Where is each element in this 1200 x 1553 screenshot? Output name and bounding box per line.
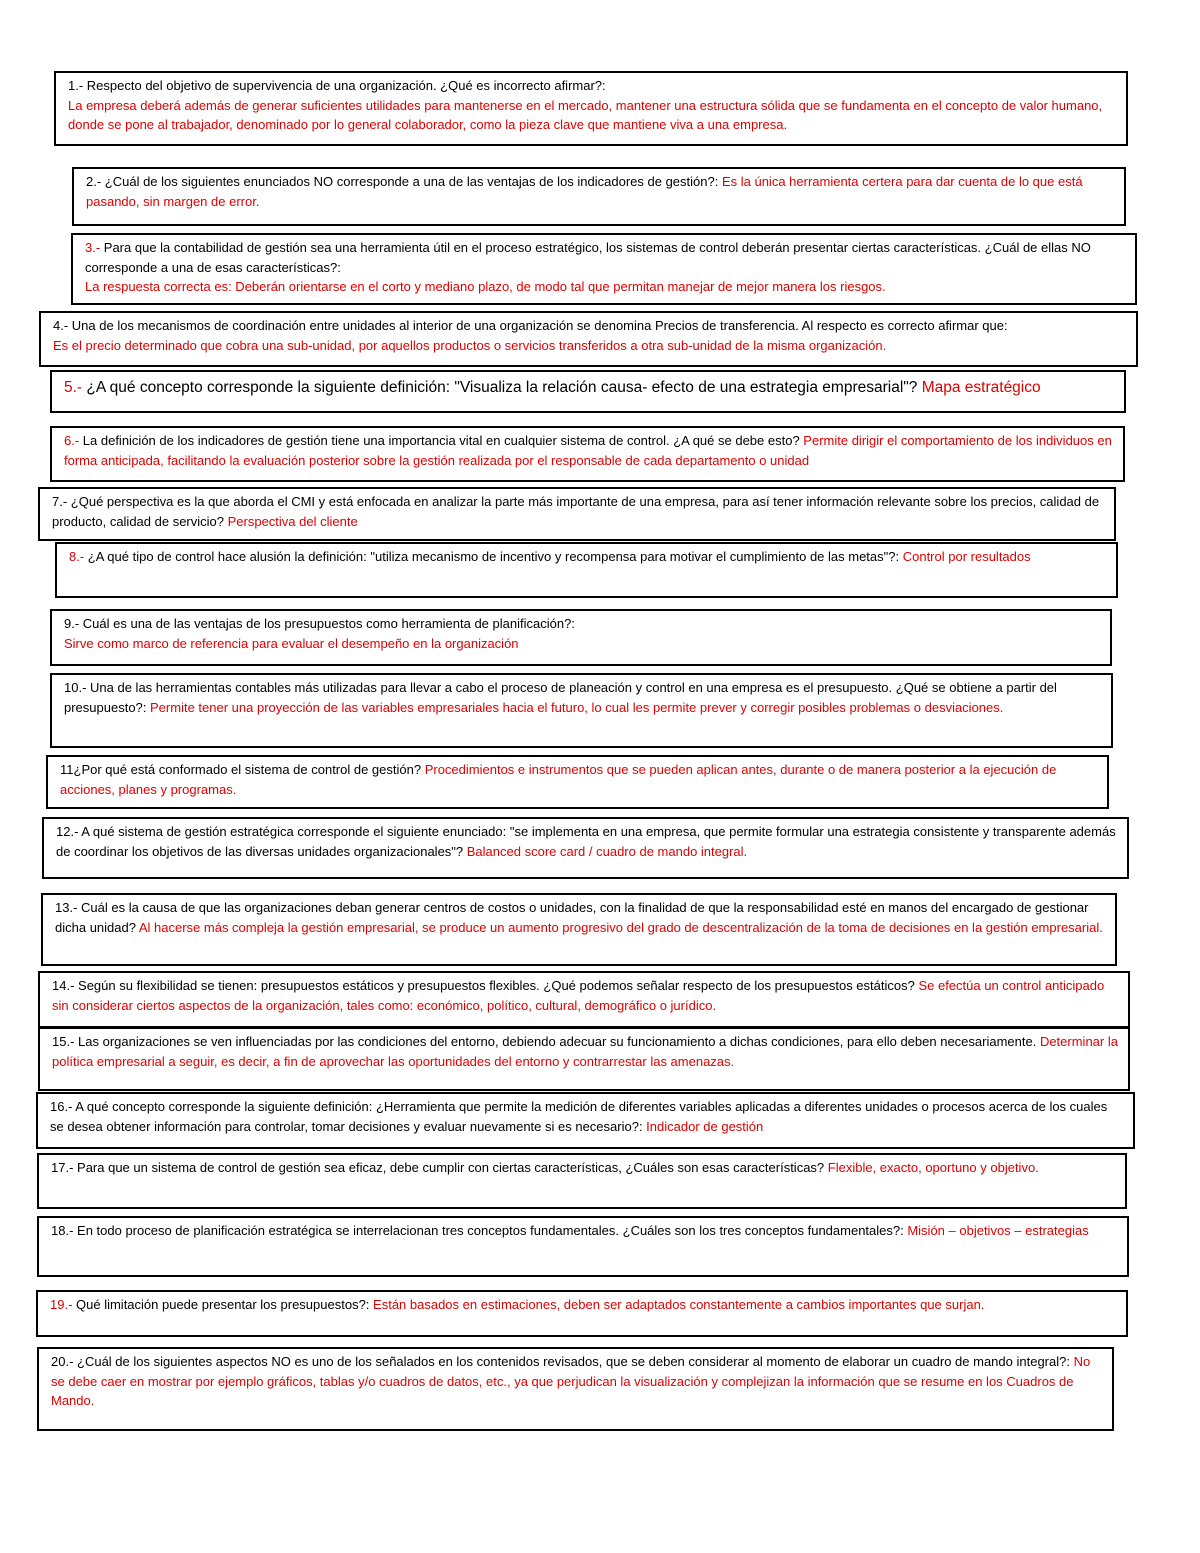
question-15 [38,1027,1130,1091]
question-number: 13.- [55,900,78,915]
question-number: 19.- [50,1297,73,1312]
question-14 [38,971,1130,1028]
question-18 [37,1216,1129,1277]
answer-text: Determinar la política empresarial a seguir, es decir, a fin de aprovechar las oportunidades del entorno y contrarrestar las amenazas. [52,1034,1118,1069]
question-10 [50,673,1113,748]
question-3 [71,233,1137,305]
question-text: Una de los mecanismos de coordinación entre unidades al interior de una organización se denomina Precios de transferencia. Al respecto es correcto afirmar que: [68,318,1008,333]
answer-text: Flexible, exacto, oportuno y objetivo. [827,1160,1039,1175]
question-text: ¿Por qué está conformado el sistema de control de gestión? [73,762,425,777]
question-text: ¿Qué perspectiva es la que aborda el CMI y está enfocada en analizar la parte más importante de una empresa, para así tener información relevante sobre los precios, calidad de producto, calidad de servicio? [52,494,1100,529]
question-16 [36,1092,1135,1149]
question-text: Para que la contabilidad de gestión sea una herramienta útil en el proceso estratégico, los sistemas de control deberán presentar ciertas características. ¿Cuál de ellas NO corresponde a una de esas características?: [85,240,1091,275]
answer-text: Indicador de gestión [646,1118,764,1134]
question-number: 14.- [52,978,75,993]
question-6 [50,426,1125,482]
question-text: Qué limitación puede presentar los presupuestos?: [72,1297,374,1312]
answer-text: Es la única herramienta certera para dar cuenta de lo que está pasando, sin margen de error. [86,174,1083,209]
answer-text: Están basados en estimaciones, deben ser adaptados constantemente a cambios importantes que surjan. [373,1297,985,1312]
question-number: 10.- [64,680,87,695]
question-8 [55,542,1118,598]
answer-text: Al hacerse más compleja la gestión empresarial, se produce un aumento progresivo del grado de descentralización de la toma de decisiones en la gestión empresarial. [138,919,1103,935]
question-2 [72,167,1126,226]
answer-text: No se debe caer en mostrar por ejemplo gráficos, tablas y/o cuadros de datos, etc., ya que perjudican la visualización y complejizan la información que se resume en los Cuadros de Mando. [51,1354,1091,1408]
answer-text: La empresa deberá además de generar suficientes utilidades para mantenerse en el mercado, mantener una estructura sólida que se fundamenta en el concepto de valor humano, donde se pone al trabajador, denominado por lo general colaborador, como la pieza clave que mantiene viva a una empresa. [68,97,1103,132]
answer-text: Balanced score card / cuadro de mando integral. [466,843,748,859]
question-19 [36,1290,1128,1337]
question-text: La definición de los indicadores de gestión tiene una importancia vital en cualquier sistema de control. ¿A qué se debe esto? [79,433,804,448]
question-number: 15.- [52,1034,75,1049]
question-number: 20.- [51,1354,74,1369]
question-text: ¿A qué concepto corresponde la siguiente definición: "Visualiza la relación causa- efecto de una estrategia empresarial"? [82,379,922,396]
answer-text: Misión – objetivos – estrategias [907,1223,1089,1238]
question-11 [46,755,1109,809]
question-20 [37,1347,1114,1431]
question-text: ¿Cuál de los siguientes enunciados NO corresponde a una de las ventajas de los indicadores de gestión?: [101,174,722,189]
question-17 [37,1153,1127,1209]
question-text: Para que un sistema de control de gestión sea eficaz, debe cumplir con ciertas características, ¿Cuáles son esas características? [73,1160,828,1175]
question-text: ¿A qué tipo de control hace alusión la definición: "utiliza mecanismo de incentivo y recompensa para motivar el cumplimiento de las metas"?: [84,549,903,564]
question-number: 2.- [86,174,102,189]
question-text: Una de las herramientas contables más utilizadas para llevar a cabo el proceso de planeación y control en una empresa es el presupuesto. ¿Qué se obtiene a partir del presupuesto?: [64,680,1057,715]
answer-text: Permite tener una proyección de las variables empresariales hacia el futuro, lo cual les permite prever y corregir posibles problemas o desviaciones. [150,699,1004,715]
question-9 [50,609,1112,666]
question-number: 16.- [50,1099,73,1114]
question-number: 4.- [53,318,69,333]
question-number: 18.- [51,1223,74,1238]
answer-text: Sirve como marco de referencia para evaluar el desempeño en la organización [64,635,519,651]
answer-text: Mapa estratégico [921,379,1041,396]
answer-text: Procedimientos e instrumentos que se pueden aplican antes, durante o de manera posterior a la ejecución de acciones, planes y programas. [60,762,1057,797]
question-4 [39,311,1138,367]
question-number: 17.- [51,1160,74,1175]
question-number: 9.- [64,616,80,631]
question-number: 3.- [85,240,101,255]
question-5 [50,370,1126,413]
answer-text: Perspectiva del cliente [227,513,358,529]
question-text: ¿Cuál de los siguientes aspectos NO es uno de los señalados en los contenidos revisados, que se deben considerar al momento de elaborar un cuadro de mando integral?: [73,1354,1074,1369]
question-number: 1.- [68,78,84,93]
question-text: A qué concepto corresponde la siguiente definición: ¿Herramienta que permite la medición de diferentes variables aplicadas a diferentes unidades o procesos acerca de los cuales se desea obtener información para controlar, tomar decisiones y evaluar nuevamente si es necesario?: [50,1099,1108,1134]
answer-text: Se efectúa un control anticipado sin considerar ciertos aspectos de la organización, tales como: económico, político, cultural, demográfico o jurídico. [52,978,1105,1013]
question-number: 5.- [64,379,83,396]
question-7 [38,487,1116,541]
answer-text: Permite dirigir el comportamiento de los individuos en forma anticipada, facilitando la evaluación posterior sobre la gestión realizada por el responsable de cada departamento o unidad [64,433,1112,468]
question-number: 6.- [64,433,80,448]
question-text: A qué sistema de gestión estratégica corresponde el siguiente enunciado: "se implementa en una empresa, que permite formular una estrategia consistente y transparente además de coordinar los objetivos de las diversas unidades organizacionales"? [56,824,1116,859]
answer-text: Control por resultados [902,549,1031,564]
question-1 [54,71,1128,146]
question-text: Según su flexibilidad se tienen: presupuestos estáticos y presupuestos flexibles. ¿Qué podemos señalar respecto de los presupuestos estáticos? [74,978,919,993]
question-text: Cuál es la causa de que las organizaciones deban generar centros de costos o unidades, con la finalidad de que la responsabilidad esté en manos del encargado de gestionar dicha unidad? [55,900,1089,935]
question-number: 7.- [52,494,68,509]
question-12 [42,817,1129,879]
question-text: En todo proceso de planificación estratégica se interrelacionan tres conceptos fundamentales. ¿Cuáles son los tres conceptos fundamentales?: [73,1223,908,1238]
question-number: 11 [60,762,74,777]
question-text: Respecto del objetivo de supervivencia de una organización. ¿Qué es incorrecto afirmar?: [83,78,606,93]
answer-text: Es el precio determinado que cobra una sub-unidad, por aquellos productos o servicios transferidos a otra sub-unidad de la misma organización. [53,337,887,353]
question-number: 12.- [56,824,79,839]
question-13 [41,893,1117,966]
answer-text: La respuesta correcta es: Deberán orientarse en el corto y mediano plazo, de modo tal que permitan manejar de mejor manera los riesgos. [85,279,886,294]
question-text: Las organizaciones se ven influenciadas por las condiciones del entorno, debiendo adecuar su funcionamiento a dichas condiciones, para ello deben necesariamente. [74,1034,1040,1049]
question-number: 8.- [69,549,85,564]
question-text: Cuál es una de las ventajas de los presupuestos como herramienta de planificación?: [79,616,575,631]
